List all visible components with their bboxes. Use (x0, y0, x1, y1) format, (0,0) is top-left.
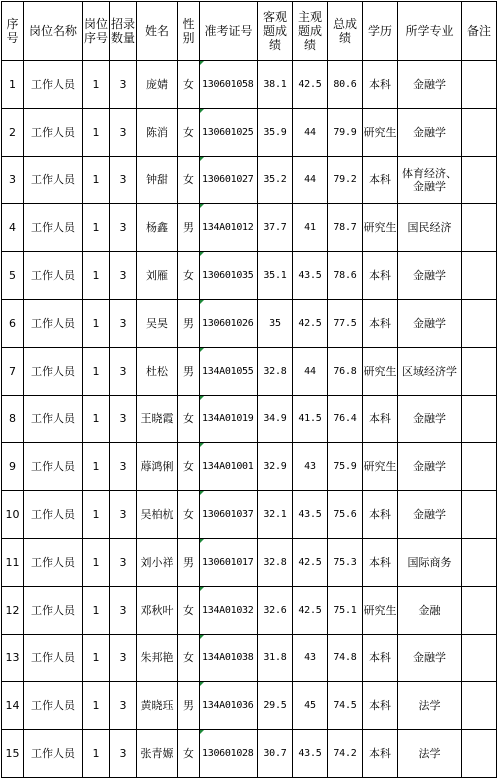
header-major: 所学专业 (398, 2, 462, 61)
cell-seq: 6 (2, 299, 24, 347)
cell-name: 杜松 (137, 347, 178, 395)
cell-subjective-score: 44 (293, 108, 328, 156)
cell-major: 金融学 (398, 108, 462, 156)
table-row (2, 395, 497, 443)
cell-major: 区域经济学 (398, 347, 462, 395)
cell-major: 法学 (398, 682, 462, 730)
cell-name: 张青嫄 (137, 730, 178, 778)
cell-exam-id: 130601037 (200, 491, 258, 539)
table-row (2, 108, 497, 156)
table-row (2, 538, 497, 586)
cell-position-name: 工作人员 (24, 491, 83, 539)
cell-remarks (462, 730, 497, 778)
cell-total-score: 74.8 (328, 634, 363, 682)
cell-objective-score: 37.7 (258, 204, 293, 252)
cell-position-no: 1 (83, 586, 110, 634)
cell-position-name: 工作人员 (24, 61, 83, 109)
cell-total-score: 77.5 (328, 299, 363, 347)
cell-quota: 3 (110, 730, 137, 778)
cell-education: 本科 (363, 61, 398, 109)
cell-major: 金融学 (398, 443, 462, 491)
cell-objective-score: 38.1 (258, 61, 293, 109)
cell-gender: 女 (178, 395, 200, 443)
cell-position-no: 1 (83, 682, 110, 730)
cell-major: 体育经济、金融学 (398, 156, 462, 204)
cell-objective-score: 32.8 (258, 538, 293, 586)
cell-name: 庞婧 (137, 61, 178, 109)
cell-quota: 3 (110, 108, 137, 156)
cell-exam-id: 134A01012 (200, 204, 258, 252)
cell-exam-id: 130601027 (200, 156, 258, 204)
cell-name: 钟甜 (137, 156, 178, 204)
cell-name: 刘小祥 (137, 538, 178, 586)
cell-objective-score: 34.9 (258, 395, 293, 443)
cell-remarks (462, 538, 497, 586)
cell-total-score: 74.2 (328, 730, 363, 778)
cell-objective-score: 35.2 (258, 156, 293, 204)
cell-objective-score: 29.5 (258, 682, 293, 730)
cell-quota: 3 (110, 252, 137, 300)
cell-gender: 女 (178, 156, 200, 204)
cell-exam-id: 130601028 (200, 730, 258, 778)
cell-exam-id: 134A01001 (200, 443, 258, 491)
cell-gender: 男 (178, 538, 200, 586)
cell-gender: 男 (178, 347, 200, 395)
cell-seq: 1 (2, 61, 24, 109)
cell-seq: 3 (2, 156, 24, 204)
cell-position-no: 1 (83, 730, 110, 778)
cell-subjective-score: 45 (293, 682, 328, 730)
cell-position-no: 1 (83, 347, 110, 395)
cell-education: 本科 (363, 299, 398, 347)
header-name: 姓名 (137, 2, 178, 61)
cell-name: 吴昊 (137, 299, 178, 347)
cell-exam-id: 134A01055 (200, 347, 258, 395)
header-position-no: 岗位序号 (83, 2, 110, 61)
cell-gender: 女 (178, 586, 200, 634)
cell-quota: 3 (110, 682, 137, 730)
cell-exam-id: 134A01038 (200, 634, 258, 682)
cell-objective-score: 32.1 (258, 491, 293, 539)
header-subjective-score: 主观题成绩 (293, 2, 328, 61)
cell-education: 本科 (363, 730, 398, 778)
cell-education: 研究生 (363, 586, 398, 634)
cell-position-name: 工作人员 (24, 299, 83, 347)
table-row (2, 491, 497, 539)
cell-major: 国民经济 (398, 204, 462, 252)
cell-name: 吴柏杭 (137, 491, 178, 539)
cell-total-score: 79.9 (328, 108, 363, 156)
cell-seq: 11 (2, 538, 24, 586)
cell-remarks (462, 395, 497, 443)
cell-subjective-score: 42.5 (293, 538, 328, 586)
cell-name: 刘雁 (137, 252, 178, 300)
cell-total-score: 78.6 (328, 252, 363, 300)
cell-major: 国际商务 (398, 538, 462, 586)
cell-total-score: 74.5 (328, 682, 363, 730)
cell-quota: 3 (110, 204, 137, 252)
table-body (2, 61, 497, 778)
cell-remarks (462, 491, 497, 539)
cell-total-score: 78.7 (328, 204, 363, 252)
cell-remarks (462, 347, 497, 395)
cell-subjective-score: 44 (293, 347, 328, 395)
table-row (2, 443, 497, 491)
cell-position-name: 工作人员 (24, 156, 83, 204)
cell-total-score: 79.2 (328, 156, 363, 204)
cell-position-no: 1 (83, 443, 110, 491)
cell-remarks (462, 443, 497, 491)
cell-gender: 男 (178, 682, 200, 730)
cell-objective-score: 35.9 (258, 108, 293, 156)
cell-position-name: 工作人员 (24, 108, 83, 156)
table-row (2, 682, 497, 730)
header-gender: 性别 (178, 2, 200, 61)
cell-seq: 15 (2, 730, 24, 778)
cell-major: 金融学 (398, 395, 462, 443)
cell-position-name: 工作人员 (24, 730, 83, 778)
cell-objective-score: 30.7 (258, 730, 293, 778)
cell-gender: 男 (178, 204, 200, 252)
cell-subjective-score: 43 (293, 634, 328, 682)
cell-major: 金融学 (398, 634, 462, 682)
cell-education: 本科 (363, 682, 398, 730)
cell-quota: 3 (110, 538, 137, 586)
cell-major: 金融 (398, 586, 462, 634)
cell-seq: 9 (2, 443, 24, 491)
cell-quota: 3 (110, 347, 137, 395)
cell-subjective-score: 41.5 (293, 395, 328, 443)
cell-remarks (462, 61, 497, 109)
header-objective-score: 客观题成绩 (258, 2, 293, 61)
header-seq: 序号 (2, 2, 24, 61)
cell-gender: 女 (178, 730, 200, 778)
score-table (1, 1, 497, 778)
cell-remarks (462, 204, 497, 252)
cell-position-name: 工作人员 (24, 347, 83, 395)
cell-objective-score: 32.8 (258, 347, 293, 395)
cell-quota: 3 (110, 156, 137, 204)
cell-seq: 14 (2, 682, 24, 730)
cell-major: 法学 (398, 730, 462, 778)
table-row (2, 252, 497, 300)
header-education: 学历 (363, 2, 398, 61)
cell-seq: 10 (2, 491, 24, 539)
cell-major: 金融学 (398, 61, 462, 109)
cell-position-no: 1 (83, 204, 110, 252)
cell-name: 陈消 (137, 108, 178, 156)
cell-subjective-score: 43.5 (293, 491, 328, 539)
cell-name: 黄晓珏 (137, 682, 178, 730)
cell-subjective-score: 43 (293, 443, 328, 491)
cell-major: 金融学 (398, 252, 462, 300)
cell-seq: 5 (2, 252, 24, 300)
header-remarks: 备注 (462, 2, 497, 61)
table-row (2, 586, 497, 634)
cell-subjective-score: 44 (293, 156, 328, 204)
cell-objective-score: 35.1 (258, 252, 293, 300)
cell-education: 本科 (363, 491, 398, 539)
cell-name: 王晓霞 (137, 395, 178, 443)
cell-seq: 2 (2, 108, 24, 156)
cell-remarks (462, 634, 497, 682)
cell-remarks (462, 252, 497, 300)
cell-position-no: 1 (83, 395, 110, 443)
cell-position-no: 1 (83, 252, 110, 300)
cell-quota: 3 (110, 395, 137, 443)
cell-education: 研究生 (363, 347, 398, 395)
cell-name: 朱邦艳 (137, 634, 178, 682)
cell-position-no: 1 (83, 61, 110, 109)
cell-total-score: 76.8 (328, 347, 363, 395)
cell-objective-score: 31.8 (258, 634, 293, 682)
cell-seq: 13 (2, 634, 24, 682)
table-row (2, 347, 497, 395)
cell-position-name: 工作人员 (24, 204, 83, 252)
cell-exam-id: 130601017 (200, 538, 258, 586)
cell-gender: 女 (178, 108, 200, 156)
cell-subjective-score: 42.5 (293, 299, 328, 347)
cell-remarks (462, 682, 497, 730)
cell-subjective-score: 42.5 (293, 61, 328, 109)
cell-position-no: 1 (83, 299, 110, 347)
table-row (2, 156, 497, 204)
cell-exam-id: 130601026 (200, 299, 258, 347)
cell-position-name: 工作人员 (24, 586, 83, 634)
cell-gender: 女 (178, 61, 200, 109)
cell-position-name: 工作人员 (24, 682, 83, 730)
cell-remarks (462, 108, 497, 156)
table-row (2, 730, 497, 778)
cell-total-score: 80.6 (328, 61, 363, 109)
cell-position-no: 1 (83, 634, 110, 682)
cell-quota: 3 (110, 443, 137, 491)
cell-seq: 7 (2, 347, 24, 395)
table-row (2, 61, 497, 109)
header-position-name: 岗位名称 (24, 2, 83, 61)
header-quota: 招录数量 (110, 2, 137, 61)
table-row (2, 634, 497, 682)
cell-total-score: 75.9 (328, 443, 363, 491)
cell-position-no: 1 (83, 538, 110, 586)
cell-name: 杨鑫 (137, 204, 178, 252)
cell-exam-id: 130601025 (200, 108, 258, 156)
header-total-score: 总成绩 (328, 2, 363, 61)
cell-gender: 女 (178, 491, 200, 539)
cell-position-name: 工作人员 (24, 634, 83, 682)
cell-position-no: 1 (83, 156, 110, 204)
cell-position-no: 1 (83, 108, 110, 156)
cell-education: 研究生 (363, 443, 398, 491)
cell-education: 研究生 (363, 204, 398, 252)
cell-education: 本科 (363, 395, 398, 443)
cell-remarks (462, 299, 497, 347)
cell-gender: 女 (178, 443, 200, 491)
cell-exam-id: 130601035 (200, 252, 258, 300)
cell-quota: 3 (110, 491, 137, 539)
cell-remarks (462, 156, 497, 204)
cell-subjective-score: 41 (293, 204, 328, 252)
header-row (2, 2, 497, 61)
cell-seq: 4 (2, 204, 24, 252)
cell-total-score: 75.1 (328, 586, 363, 634)
cell-objective-score: 32.6 (258, 586, 293, 634)
cell-objective-score: 32.9 (258, 443, 293, 491)
cell-position-name: 工作人员 (24, 538, 83, 586)
cell-education: 研究生 (363, 108, 398, 156)
cell-gender: 男 (178, 299, 200, 347)
cell-exam-id: 134A01032 (200, 586, 258, 634)
cell-quota: 3 (110, 634, 137, 682)
cell-remarks (462, 586, 497, 634)
cell-subjective-score: 43.5 (293, 730, 328, 778)
cell-position-name: 工作人员 (24, 252, 83, 300)
cell-name: 蓐鸿俐 (137, 443, 178, 491)
cell-education: 本科 (363, 538, 398, 586)
cell-education: 本科 (363, 252, 398, 300)
cell-position-no: 1 (83, 491, 110, 539)
cell-total-score: 75.6 (328, 491, 363, 539)
table-row (2, 204, 497, 252)
cell-quota: 3 (110, 299, 137, 347)
cell-quota: 3 (110, 586, 137, 634)
cell-objective-score: 35 (258, 299, 293, 347)
header-exam-id: 准考证号 (200, 2, 258, 61)
cell-seq: 12 (2, 586, 24, 634)
cell-subjective-score: 43.5 (293, 252, 328, 300)
cell-name: 邓秋叶 (137, 586, 178, 634)
cell-position-name: 工作人员 (24, 443, 83, 491)
cell-major: 金融学 (398, 299, 462, 347)
cell-gender: 女 (178, 634, 200, 682)
cell-education: 本科 (363, 156, 398, 204)
cell-quota: 3 (110, 61, 137, 109)
cell-gender: 女 (178, 252, 200, 300)
cell-exam-id: 134A01019 (200, 395, 258, 443)
cell-total-score: 75.3 (328, 538, 363, 586)
cell-education: 本科 (363, 634, 398, 682)
cell-total-score: 76.4 (328, 395, 363, 443)
cell-exam-id: 134A01036 (200, 682, 258, 730)
cell-seq: 8 (2, 395, 24, 443)
cell-subjective-score: 42.5 (293, 586, 328, 634)
cell-position-name: 工作人员 (24, 395, 83, 443)
table-row (2, 299, 497, 347)
cell-exam-id: 130601058 (200, 61, 258, 109)
cell-major: 金融学 (398, 491, 462, 539)
